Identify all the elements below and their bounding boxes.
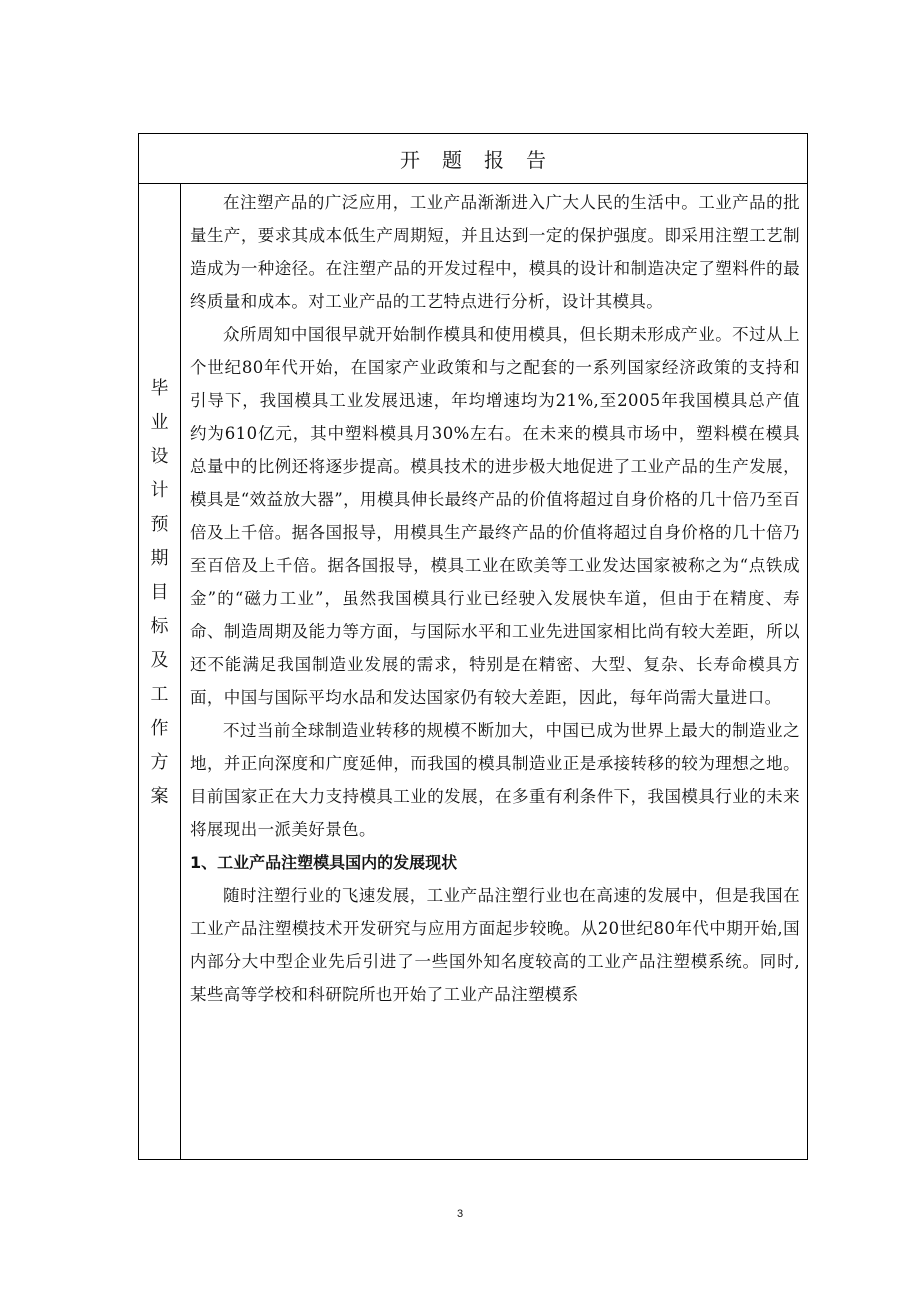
paragraph-industry: 众所周知中国很早就开始制作模具和使用模具，但长期未形成产业。不过从上个世纪80年代开始，在国家产业政策和与之配套的一系列国家经济政策的支持和引导下，我国模具工业发展迅速，年均增速均为21%,至2005年我国模具总产值约为610亿元，其中塑料模具月30%左右。在未来的模具市场中，塑料模在模具总量中的比例还将逐步提高。模具技术的进步极大地促进了工业产品的生产发展，模具是“效益放大器”，用模具伸长最终产品的价值将超过自身价格的几十倍乃至百倍及上千倍。据各国报导，用模具生产最终产品的价值将超过自身价格的几十倍乃至百倍及上千倍。据各国报导，模具工业在欧美等工业发达国家被称之为“点铁成金”的“磁力工业”，虽然我国模具行业已经驶入发展快车道，但由于在精度、寿命、制造周期及能力等方面，与国际水平和工业先进国家相比尚有较大差距，所以还不能满足我国制造业发展的需求，特别是在精密、大型、复杂、长寿命模具方面，中国与国际平均水品和发达国家仍有较大差距，因此，每年尚需大量进口。 [190,325,800,707]
title-row [139,134,807,184]
side-label-char: 期 [150,548,169,569]
report-title: 开题报告 [400,148,568,172]
side-label-char: 及 [150,650,169,671]
report-table [138,133,808,1160]
side-label-char: 方 [150,752,169,773]
section-heading: 1、工业产品注塑模具国内的发展现状 [190,853,458,872]
report-body [190,186,800,1011]
side-label-char: 标 [150,616,169,637]
side-label-char: 预 [150,514,169,535]
side-label-char: 工 [150,684,169,705]
side-label-char: 业 [150,412,169,433]
paragraph-outlook: 不过当前全球制造业转移的规模不断加大，中国已成为世界上最大的制造业之地，并正向深度和广度延伸，而我国的模具制造业正是承接转移的较为理想之地。目前国家正在大力支持模具工业的发展，在多重有利条件下，我国模具行业的未来将展现出一派美好景色。 [190,721,800,839]
side-label [139,372,180,814]
page-number: 3 [456,1208,464,1220]
side-label-column [139,184,181,1159]
side-label-char: 目 [150,582,169,603]
side-label-char: 作 [150,718,169,739]
paragraph-domestic-status: 随时注塑行业的飞速发展，工业产品注塑行业也在高速的发展中，但是我国在工业产品注塑模技术开发研究与应用方面起步较晚。从20世纪80年代中期开始,国内部分大中型企业先后引进了一些国外知名度较高的工业产品注塑模系统。同时,某些高等学校和科研院所也开始了工业产品注塑模系 [190,886,800,1004]
side-label-char: 设 [150,446,169,467]
side-label-char: 计 [150,480,169,501]
paragraph-intro: 在注塑产品的广泛应用，工业产品渐渐进入广大人民的生活中。工业产品的批量生产，要求其成本低生产周期短，并且达到一定的保护强度。即采用注塑工艺制造成为一种途径。在注塑产品的开发过程中，模具的设计和制造决定了塑料件的最终质量和成本。对工业产品的工艺特点进行分析，设计其模具。 [190,193,800,311]
side-label-char: 案 [150,786,169,807]
side-label-char: 毕 [150,378,169,399]
